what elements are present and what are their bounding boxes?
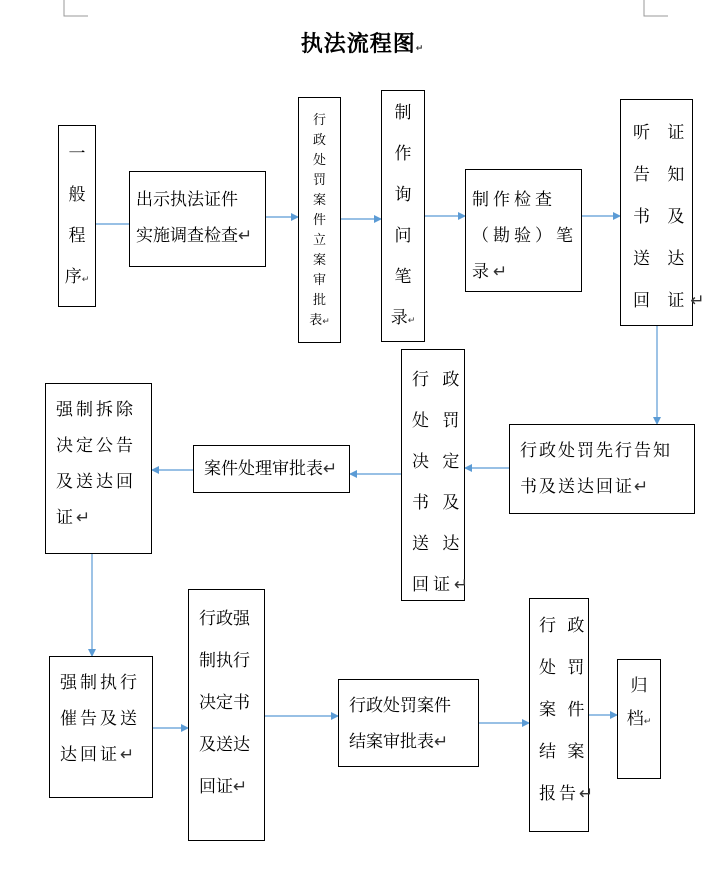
node-case-filing-form <box>298 97 341 343</box>
node-char: 档↵ <box>626 709 652 729</box>
node-line: 回 证↵ <box>633 291 705 311</box>
node-char: 案 <box>312 192 326 208</box>
node-line: 案 件 <box>539 700 588 720</box>
node-char: 立 <box>312 232 326 248</box>
node-line: 书 及 <box>412 493 464 513</box>
node-line: 及送达 <box>199 735 250 755</box>
node-char: 作 <box>394 144 412 164</box>
node-line: 回证↵ <box>412 575 469 595</box>
node-char: 审 <box>312 272 326 288</box>
node-closing-report <box>529 598 594 832</box>
node-line: 达回证↵ <box>60 745 135 765</box>
node-char: 笔 <box>394 267 412 287</box>
node-enforcement-decision <box>188 589 265 841</box>
node-line: 送 达 <box>633 249 691 269</box>
node-penalty-decision <box>401 349 469 601</box>
node-char: 表↵ <box>309 312 330 328</box>
node-char: 归 <box>630 676 648 696</box>
node-case-handling-form <box>193 445 350 493</box>
node-line: 强制拆除 <box>56 400 136 420</box>
node-show-certificate <box>129 171 266 267</box>
node-char: 处 <box>312 152 326 168</box>
node-line: 听 证 <box>633 123 691 143</box>
node-line: 决定书 <box>199 693 250 713</box>
node-char: 案 <box>312 252 326 268</box>
node-enforcement-reminder <box>49 656 153 798</box>
node-hearing-notice <box>620 99 705 326</box>
node-line: 处 罚 <box>539 658 588 678</box>
node-line: 决定公告 <box>56 436 136 456</box>
node-char: 政 <box>312 132 326 148</box>
node-char: 制 <box>394 103 412 123</box>
node-char: 罚 <box>312 172 326 188</box>
node-line: （勘验）笔 <box>472 226 577 246</box>
node-line: 告 知 <box>633 165 691 185</box>
node-char: 一 <box>68 144 86 164</box>
node-line: 报告↵ <box>539 784 594 804</box>
node-line: 书 及 <box>633 207 691 227</box>
node-inspection-record <box>465 169 582 292</box>
node-line: 结案审批表↵ <box>349 732 449 752</box>
node-char: 询 <box>394 185 412 205</box>
page-title: 执法流程图↵ <box>300 32 425 57</box>
node-line: 结 案 <box>539 742 588 762</box>
node-archive <box>617 659 661 779</box>
node-char: 件 <box>312 212 326 228</box>
node-prior-notice <box>509 424 695 514</box>
node-line: 案件处理审批表↵ <box>204 459 338 479</box>
node-line: 行政处罚先行告知 <box>520 441 672 461</box>
node-closing-form <box>338 679 479 767</box>
node-line: 制作检查 <box>472 190 556 210</box>
node-char: 般 <box>68 185 86 205</box>
node-general-procedure <box>58 125 96 307</box>
node-line: 决 定 <box>412 452 464 472</box>
node-char: 问 <box>394 226 412 246</box>
node-line: 证↵ <box>56 508 91 528</box>
node-demolition-notice <box>45 383 152 554</box>
node-line: 书及送达回证↵ <box>520 477 649 497</box>
node-char: 序↵ <box>64 267 90 287</box>
node-line: 强制执行 <box>60 673 140 693</box>
node-line: 出示执法证件 <box>136 190 238 210</box>
node-char: 行 <box>312 112 326 128</box>
node-line: 回证↵ <box>199 777 248 797</box>
node-char: 录↵ <box>390 308 416 328</box>
node-char: 批 <box>312 292 326 308</box>
node-line: 行 政 <box>412 370 464 390</box>
node-line: 实施调查检查↵ <box>136 226 253 246</box>
node-line: 制执行 <box>199 651 250 671</box>
node-line: 行政强 <box>199 609 250 629</box>
node-line: 行政处罚案件 <box>349 696 451 716</box>
node-line: 催告及送 <box>60 709 140 729</box>
node-line: 处 罚 <box>412 411 464 431</box>
node-line: 送 达 <box>412 534 464 554</box>
node-line: 行 政 <box>539 616 588 636</box>
node-line: 及送达回 <box>56 472 136 492</box>
node-char: 程 <box>68 226 86 246</box>
node-inquiry-record <box>381 90 425 342</box>
node-line: 录↵ <box>472 262 508 282</box>
